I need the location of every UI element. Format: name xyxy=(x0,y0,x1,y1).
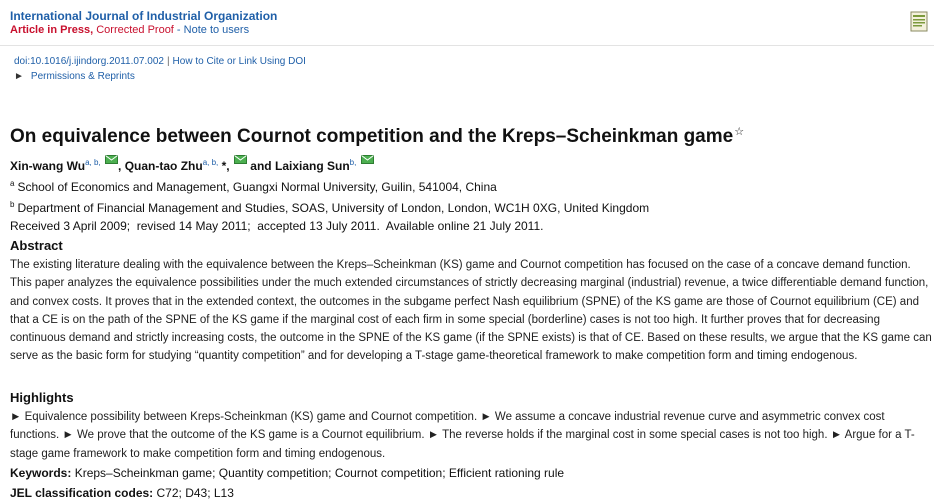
title-footnote-mark[interactable]: ☆ xyxy=(734,126,745,138)
header-divider xyxy=(0,45,934,46)
journal-title[interactable]: International Journal of Industrial Organization xyxy=(10,9,278,23)
author-name[interactable]: Xin-wang Wu xyxy=(10,159,86,173)
cite-link[interactable]: How to Cite or Link Using DOI xyxy=(172,56,306,67)
author-separator: and xyxy=(246,159,275,173)
document-icon[interactable] xyxy=(910,11,928,32)
dash-separator: - xyxy=(173,24,184,36)
author-name[interactable]: Quan-tao Zhu xyxy=(124,159,203,173)
mail-icon[interactable] xyxy=(234,155,247,164)
affiliation-b xyxy=(10,200,649,215)
article-dates: Received 3 April 2009; revised 14 May 2011; accepted 13 July 2011. Available online 21 July 2011. xyxy=(10,219,544,233)
note-to-users-link[interactable]: Note to users xyxy=(183,24,250,36)
press-status-line xyxy=(10,24,249,36)
doi-link[interactable]: doi:10.1016/j.ijindorg.2011.07.002 xyxy=(14,56,164,67)
arrow-right-icon: ► xyxy=(14,71,24,82)
affiliation-text: Department of Financial Management and Studies, SOAS, University of London, London, WC1H 0XG, United Kingdom xyxy=(17,201,650,215)
author-list xyxy=(10,155,374,173)
article-title-text: On equivalence between Cournot competition and the Kreps–Scheinkman game xyxy=(10,126,734,147)
highlights-heading: Highlights xyxy=(10,390,74,405)
affiliation-label: a xyxy=(10,179,15,188)
permissions-line xyxy=(14,71,135,82)
link-separator: | xyxy=(166,56,170,67)
corresponding-author-mark[interactable]: *, xyxy=(218,159,230,173)
jel-text: C72; D43; L13 xyxy=(153,486,234,500)
author-affiliation-marks[interactable]: a, b, xyxy=(202,158,219,167)
highlights-text: ► Equivalence possibility between Kreps-Scheinkman (KS) game and Cournot competition. ► We assume a concave industrial revenue curve and asymmetric convex cost functions. ► We prove that the outcome of the KS game is a Cournot equilibrium. ► The reverse holds if the marginal cost in some special cases is not too high. ► Argue for a T-stage game framework to make competition form and timing endogenous. xyxy=(10,411,915,460)
abstract-text: The existing literature dealing with the equivalence between the Kreps–Scheinkman (KS) game and Cournot competition has focused on the case of a concave demand function. This paper analyzes the equivalence possibilities under the much extended circumstances of strictly decreasing marginal (industrial) revenue, a twice differentiable demand function, and convex costs. It proves that in the extended context, the outcomes in the subgame perfect Nash equilibrium (SPNE) of the KS game are those of Cournot equilibrium (CE) and that a CE is on the path of the SPNE of the KS game if the marginal cost of each firm in some special (borderline) cases is not too high. It further proves that for decreasing continuous demand and strictly increasing costs, the outcome in the SPNE of the KS game (if the SPNE exists) is that of CE. Based on these results, we argue that the KS game can serve as the basic form for studying “quantity competition” and for developing a T-stage game-theoretical framework to make competition form and timing endogenous. xyxy=(10,259,932,363)
doi-line xyxy=(14,56,306,67)
affiliation-label: b xyxy=(10,200,15,209)
affiliation-a xyxy=(10,179,497,194)
author-name[interactable]: Laixiang Sun xyxy=(274,159,350,173)
jel-label: JEL classification codes: xyxy=(10,486,154,500)
author-affiliation-marks[interactable]: b, xyxy=(349,158,357,167)
mail-icon[interactable] xyxy=(361,155,374,164)
jel-line xyxy=(10,486,234,500)
keywords-line xyxy=(10,466,564,480)
keywords-label: Keywords: xyxy=(10,466,72,480)
corrected-proof: Corrected Proof xyxy=(96,24,174,36)
affiliation-text: School of Economics and Management, Guangxi Normal University, Guilin, 541004, China xyxy=(17,180,497,194)
keywords-text: Kreps–Scheinkman game; Quantity competition; Cournot competition; Efficient rationing rule xyxy=(71,466,565,480)
author-separator: , xyxy=(118,159,125,173)
article-in-press: Article in Press, xyxy=(10,24,94,36)
author-affiliation-marks[interactable]: a, b, xyxy=(85,158,101,167)
abstract-heading: Abstract xyxy=(10,238,63,253)
article-title xyxy=(10,125,744,148)
mail-icon[interactable] xyxy=(105,155,118,164)
permissions-link[interactable]: Permissions & Reprints xyxy=(30,71,135,82)
